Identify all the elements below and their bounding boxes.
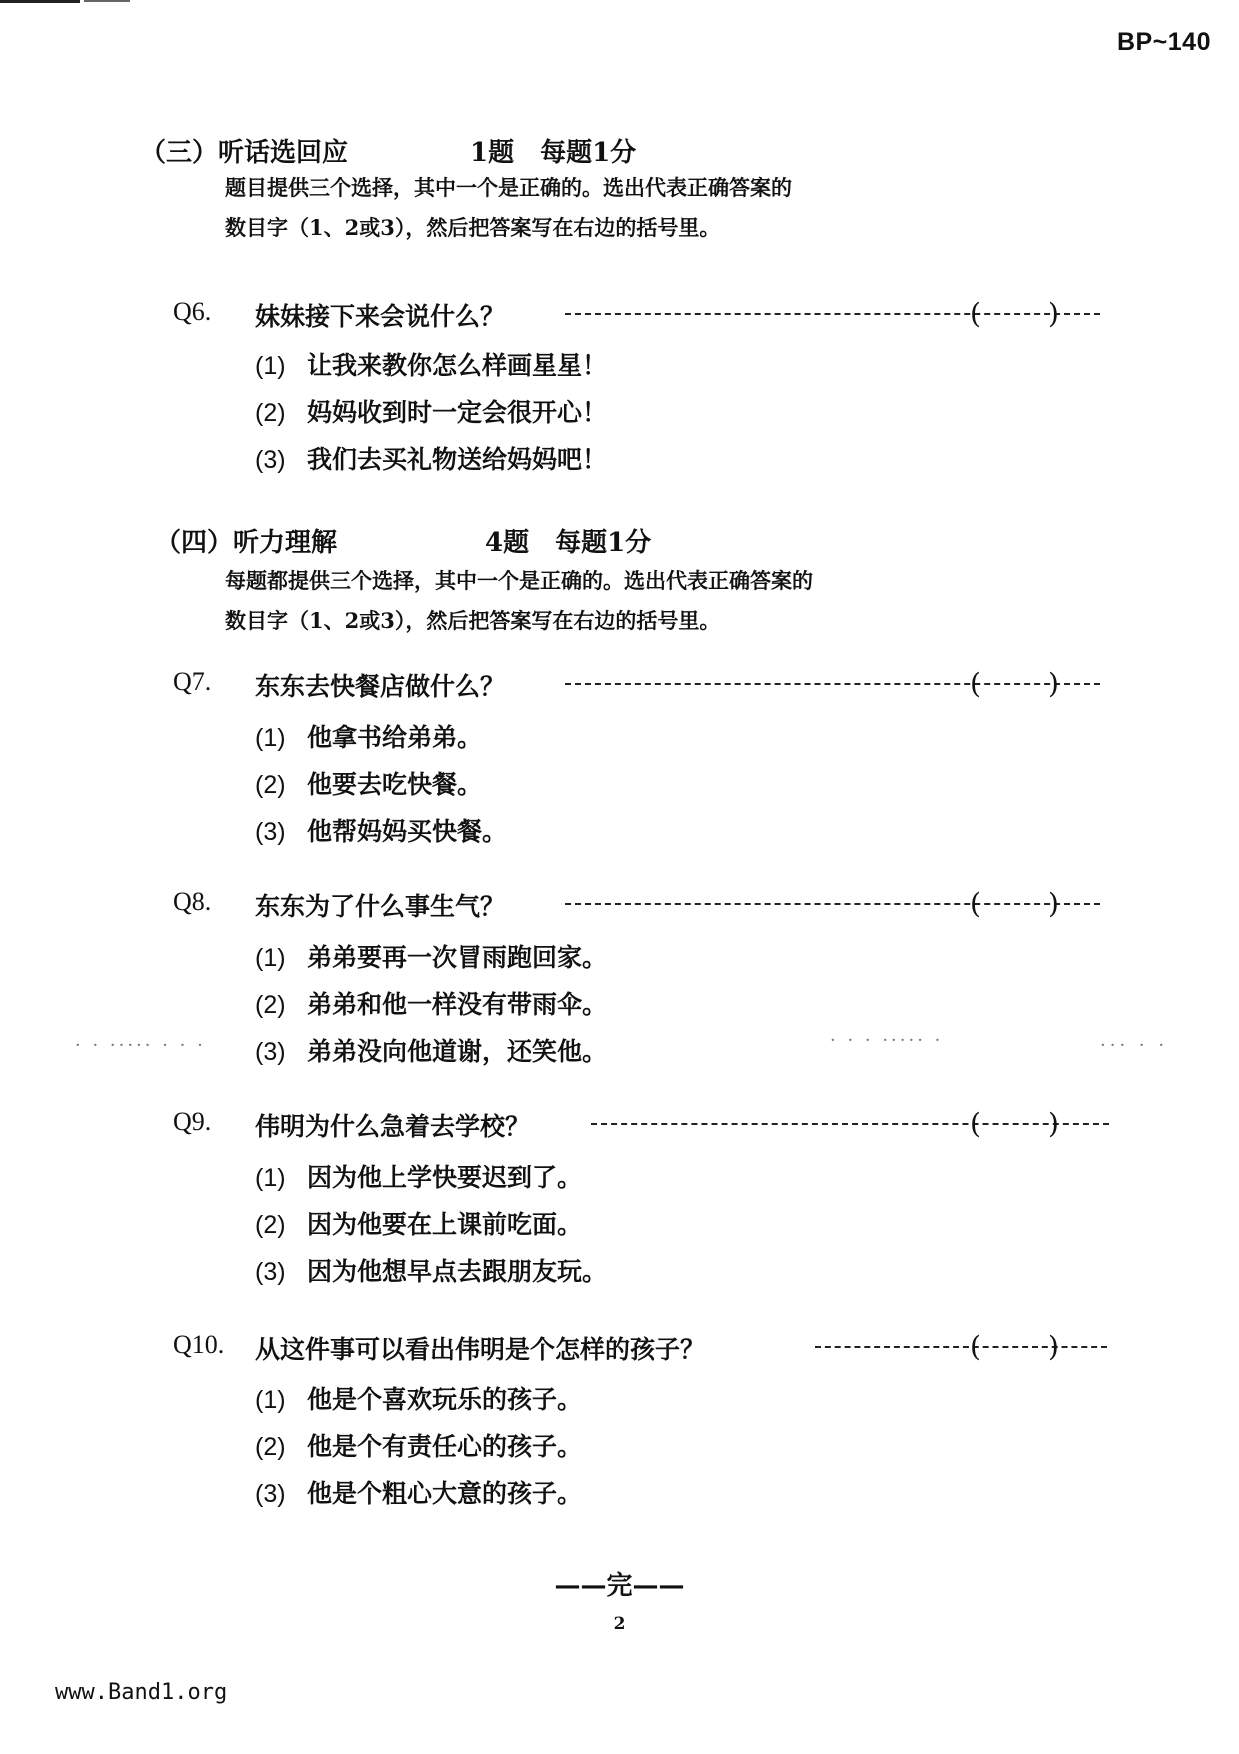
leader-line [565,683,1100,685]
option-2 [255,393,607,429]
document-code: BP~140 [1116,28,1211,56]
option-text: 他是个喜欢玩乐的孩子。 [307,1385,583,1414]
question-q6 [173,297,1073,331]
question-number: Q6. [173,297,212,326]
option-number: (3) [255,1258,286,1286]
option-number: (2) [255,771,286,799]
option-number: (2) [255,1433,286,1461]
section-3-instruction-line: 题目提供三个选择，其中一个是正确的。选出代表正确答案的 [225,175,792,200]
question-q10 [173,1330,1073,1364]
option-1 [255,346,607,382]
scan-speckle: ··· · · [1100,1035,1169,1056]
option-text: 他是个粗心大意的孩子。 [307,1479,583,1508]
option-3 [255,1474,582,1510]
question-text: 妹妹接下来会说什么？ [255,302,506,331]
option-text: 他帮妈妈买快餐。 [307,817,508,846]
option-1 [255,718,482,754]
option-number: (3) [255,1038,286,1066]
answer-box-open[interactable]: ( [970,1330,981,1363]
section-3-heading [140,132,637,169]
option-number: (3) [255,446,286,474]
section-4-heading [155,522,652,559]
section-3-instruction-line: 数目字（1、2或3），然后把答案写在右边的括号里。 [225,215,721,240]
option-2 [255,1205,582,1241]
answer-box-open[interactable]: ( [970,667,981,700]
leader-line [815,1346,1107,1348]
option-3 [255,1032,607,1068]
option-number: (1) [255,724,286,752]
option-3 [255,1252,607,1288]
question-q8 [173,887,1073,921]
section-4-title: 听力理解 [233,528,338,558]
answer-box-close: ) [1048,887,1059,920]
question-number: Q9. [173,1107,212,1136]
option-text: 弟弟要再一次冒雨跑回家。 [307,943,608,972]
answer-box-close: ) [1048,667,1059,700]
section-3-count: 1题 每题1分 [470,138,637,168]
option-text: 他要去吃快餐。 [307,770,483,799]
option-number: (1) [255,1386,286,1414]
section-4-instruction-line: 数目字（1、2或3），然后把答案写在右边的括号里。 [225,608,721,633]
option-text: 他是个有责任心的孩子。 [307,1432,583,1461]
answer-box-open[interactable]: ( [970,887,981,920]
page-number: 2 [613,1614,626,1634]
question-number: Q8. [173,887,212,916]
section-4-instruction-line: 每题都提供三个选择，其中一个是正确的。选出代表正确答案的 [225,568,813,593]
scan-edge-mark [84,0,130,2]
option-number: (2) [255,1211,286,1239]
option-number: (1) [255,944,286,972]
section-3-title: 听话选回应 [218,138,349,168]
end-marker: ——完—— [554,1571,685,1601]
option-text: 他拿书给弟弟。 [307,723,483,752]
option-number: (1) [255,1164,286,1192]
answer-box-close: ) [1048,1107,1059,1140]
option-text: 弟弟和他一样没有带雨伞。 [307,990,608,1019]
question-number: Q7. [173,667,212,696]
question-text: 东东为了什么事生气？ [255,892,506,921]
option-text: 妈妈收到时一定会很开心！ [307,398,608,427]
answer-box-close: ) [1048,297,1059,330]
option-text: 让我来教你怎么样画星星！ [307,351,608,380]
option-text: 因为他要在上课前吃面。 [307,1210,583,1239]
option-number: (1) [255,352,286,380]
option-text: 因为他上学快要迟到了。 [307,1163,583,1192]
option-2 [255,1427,582,1463]
option-number: (3) [255,1480,286,1508]
question-q9 [173,1107,1073,1141]
option-1 [255,938,607,974]
scan-speckle: · · ····· · · · [75,1035,206,1056]
section-3-label: （三） [140,138,219,168]
scan-speckle: · · · ····· · [830,1030,944,1051]
option-text: 弟弟没向他道谢，还笑他。 [307,1037,608,1066]
option-3 [255,440,607,476]
answer-box-close: ) [1048,1330,1059,1363]
leader-line [591,1123,1109,1125]
answer-box-open[interactable]: ( [970,1107,981,1140]
option-1 [255,1158,582,1194]
leader-line [565,903,1100,905]
option-number: (2) [255,399,286,427]
scan-edge-mark [0,0,80,3]
question-text: 东东去快餐店做什么？ [255,672,506,701]
answer-box-open[interactable]: ( [970,297,981,330]
section-4-label: （四） [155,528,234,558]
leader-line [565,313,1100,315]
option-number: (2) [255,991,286,1019]
option-text: 因为他想早点去跟朋友玩。 [307,1257,608,1286]
question-text: 伟明为什么急着去学校？ [255,1112,531,1141]
section-4-count: 4题 每题1分 [485,528,652,558]
question-q7 [173,667,1073,701]
option-2 [255,985,607,1021]
option-1 [255,1380,582,1416]
option-3 [255,812,507,848]
option-text: 我们去买礼物送给妈妈吧！ [307,445,608,474]
footer-url: www.Band1.org [55,1680,228,1705]
option-2 [255,765,482,801]
question-text: 从这件事可以看出伟明是个怎样的孩子？ [255,1335,706,1364]
question-number: Q10. [173,1330,225,1359]
option-number: (3) [255,818,286,846]
